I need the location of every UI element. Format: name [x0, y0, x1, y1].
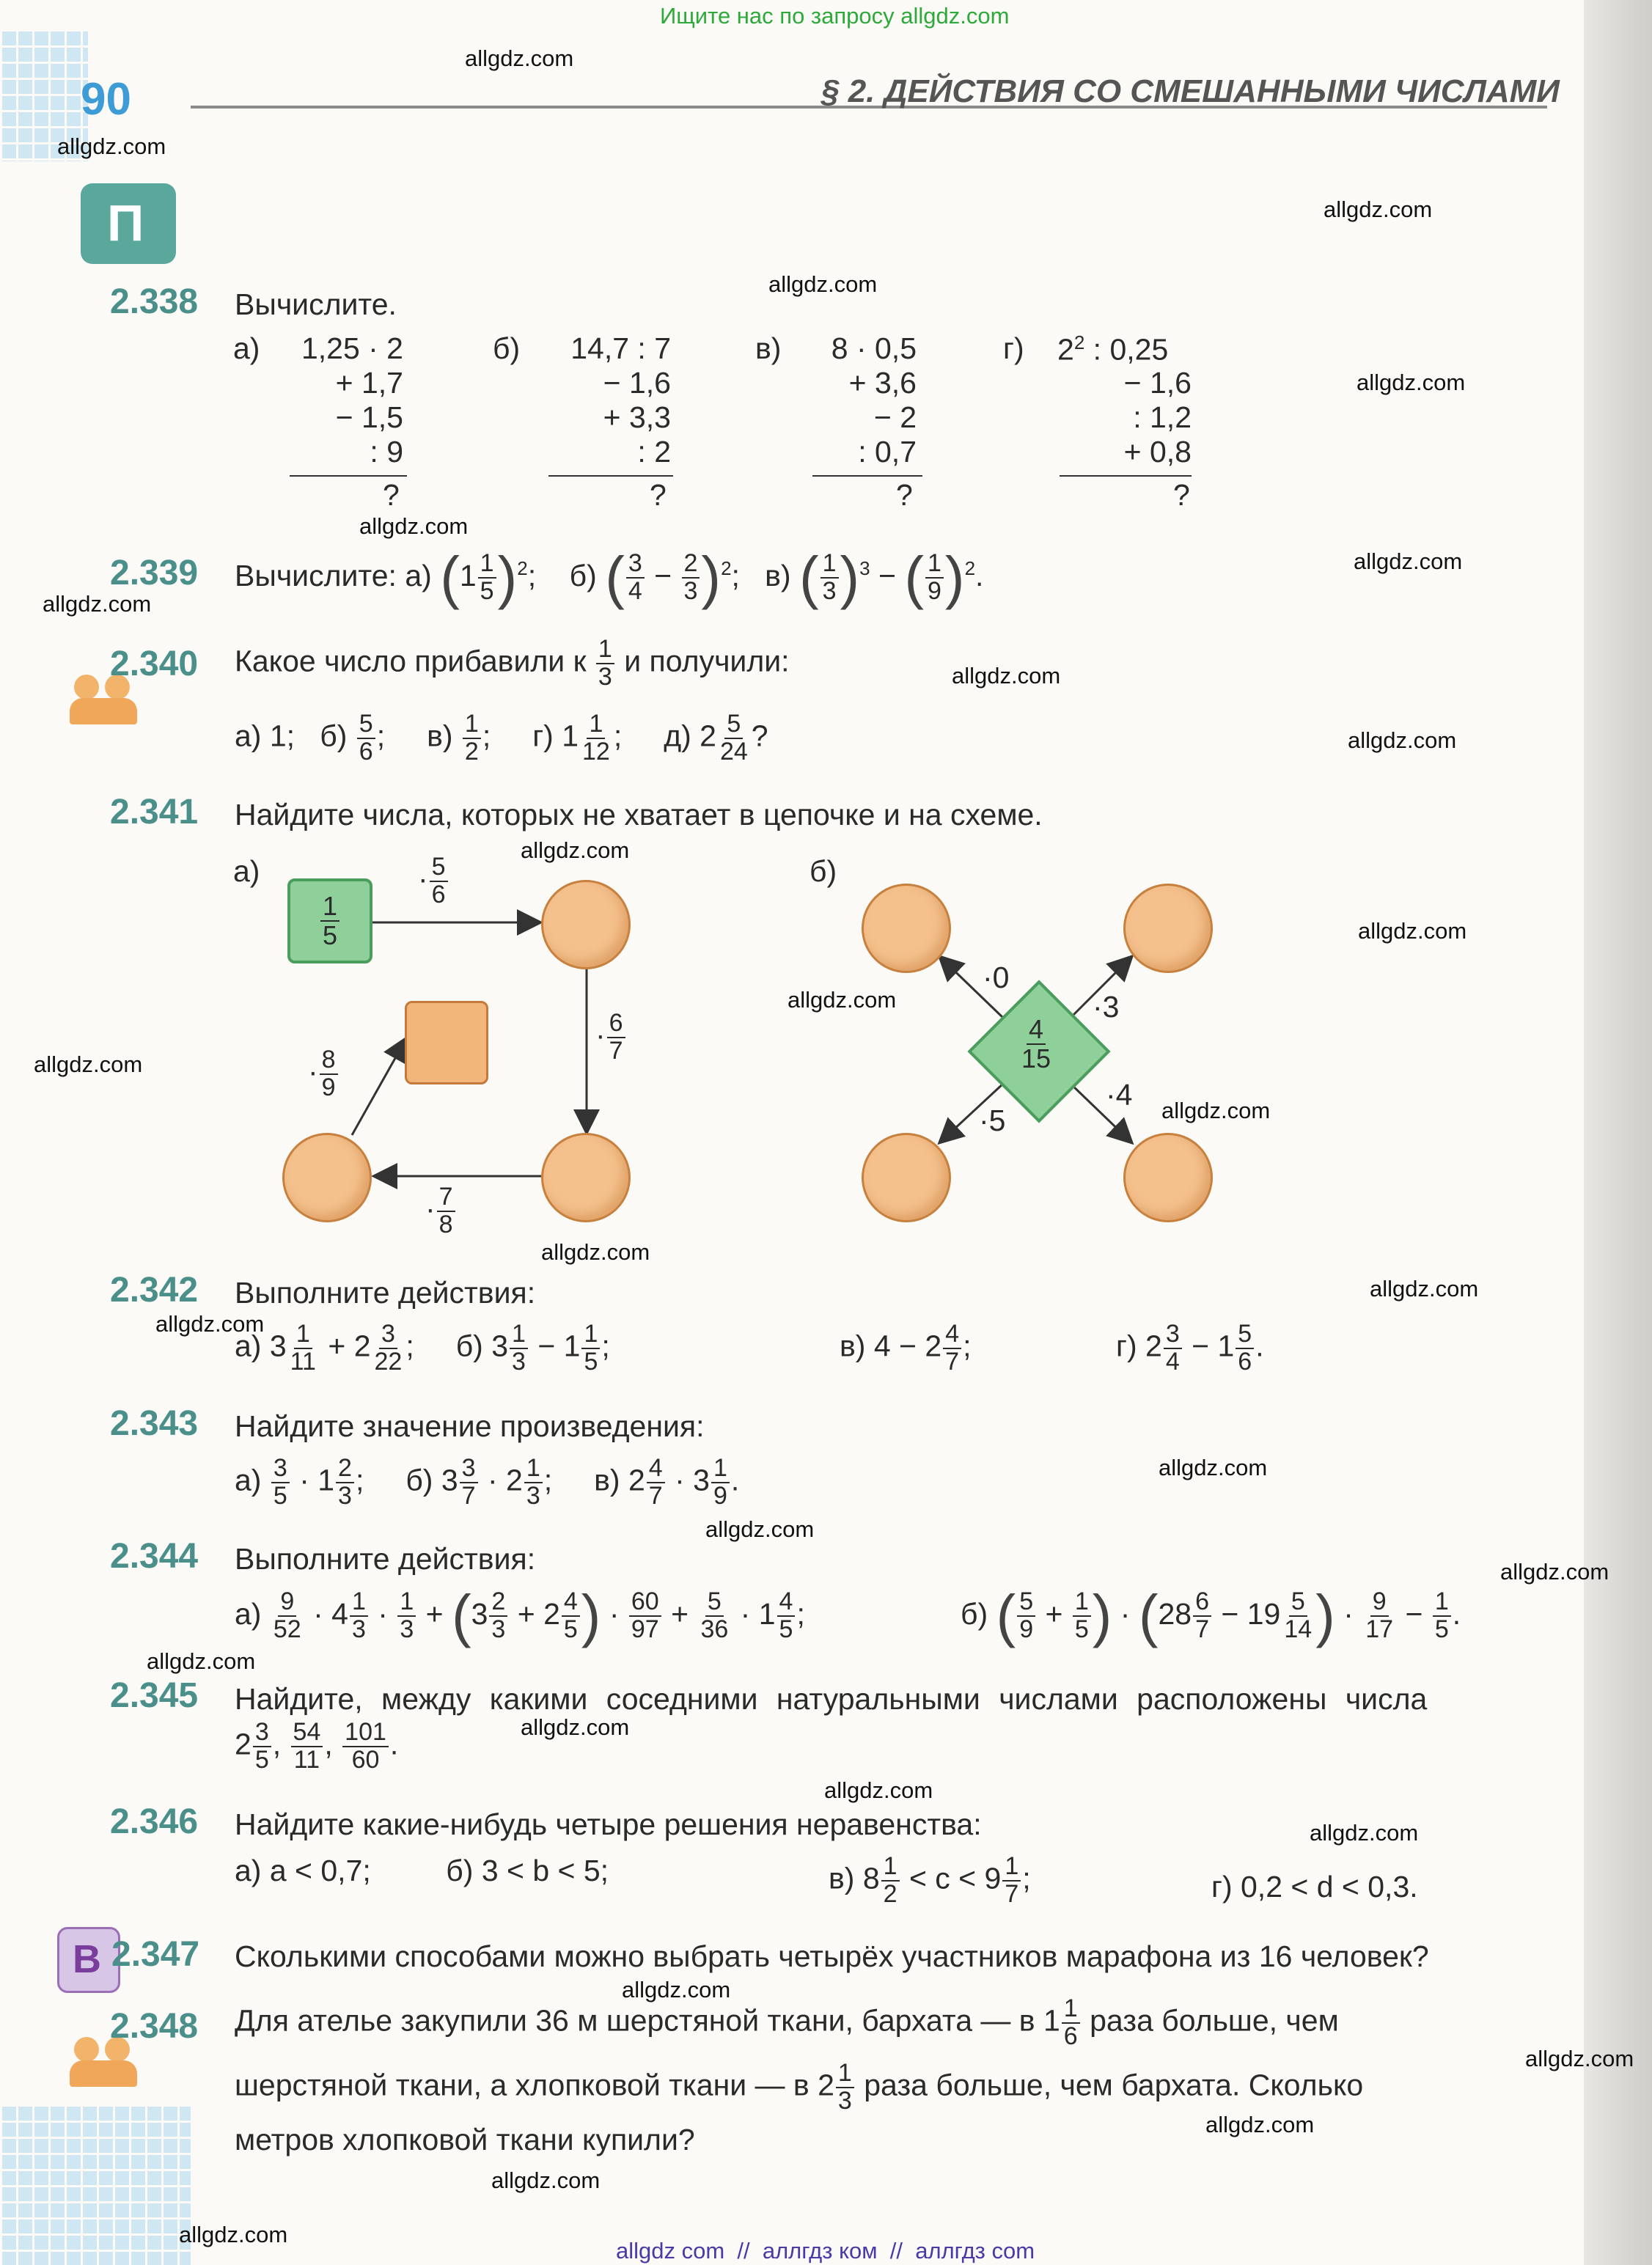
item-label: в) — [755, 331, 782, 365]
watermark: allgdz.com — [1370, 1276, 1479, 1302]
exercise-346-row: а) a < 0,7; б) 3 < b < 5; — [235, 1854, 609, 1887]
p-badge-letter: П — [107, 194, 144, 252]
watermark: allgdz.com — [43, 591, 152, 617]
exercise-number: 2.344 — [110, 1537, 199, 1576]
exercise-346-row-d: г) 0,2 < d < 0,3. — [1211, 1870, 1418, 1904]
chain-b-result: ? — [650, 478, 667, 512]
exercise-text: Найдите числа, которых не хватает в цепочке и на схеме. — [235, 798, 1043, 832]
watermark: allgdz.com — [147, 1648, 256, 1674]
watermark: allgdz.com — [788, 987, 897, 1013]
chain-g-result: ? — [1173, 478, 1190, 512]
watermark: allgdz.com — [57, 133, 166, 159]
exercise-number: 2.348 — [110, 2007, 199, 2046]
watermark: allgdz.com — [1354, 548, 1463, 574]
blank-circle — [1123, 1133, 1213, 1222]
exercise-number: 2.339 — [110, 554, 199, 592]
exercise-344-row-a: а) $\frac{9}{52}$ · 4 $\frac{1}{3}$ · $\frac{1}{3}$ + (3 $\frac{2}{3}$ + 2 $\frac{4}{5}$ ) · $\frac{60}{97}$ + $\frac{5}{36}$ · 1 $\frac{4}{5}$ ; — [235, 1583, 805, 1648]
blank-circle — [862, 884, 951, 973]
watermark: allgdz.com — [768, 271, 878, 297]
top-banner[interactable]: Ищите нас по запросу allgdz.com — [660, 3, 1010, 29]
exercise-344-row-b: б) ( $\frac{5}{9}$ + $\frac{1}{5}$ ) · (28 $\frac{6}{7}$ − 19 $\frac{5}{14}$ ) · $\frac{9}{17}$ − $\frac{1}{5}$ . — [961, 1583, 1461, 1648]
exercise-text: Найдите значение произведения: — [235, 1409, 705, 1443]
item-label: а) — [233, 854, 260, 888]
op-label: · $\frac{5}{6}$ — [418, 854, 449, 908]
watermark: allgdz.com — [541, 1239, 650, 1265]
exercise-text: Выполните действия: — [235, 1276, 536, 1310]
footer-links[interactable]: allgdz com // аллгдз ком // аллгдз com — [616, 2238, 1035, 2264]
watermark: allgdz.com — [521, 837, 630, 863]
exercise-342-row-b: в) 4 − 2 $\frac{4}{7}$ ; — [840, 1320, 972, 1376]
exercise-348-line1: Для ателье закупили 36 м шерстяной ткани, бархата — в 1 $\frac{1}{6}$ раза больше, чем — [235, 1994, 1339, 2050]
exercise-339-row: Вычислите: а) (1 $\frac{1}{5}$ )$^2$; б) ( $\frac{3}{4}$ − $\frac{2}{3}$ )$^2$; в) ( $\frac{1}{3}$ )$^3$ − ( $\frac{1}{9}$ )$^2$. — [235, 545, 984, 610]
exercise-number: 2.343 — [110, 1404, 199, 1443]
start-box: $\frac{1}{5}$ — [287, 878, 372, 963]
chain-v: 8 · 0,5 + 3,6 − 2 : 0,7 — [831, 331, 917, 469]
exercise-text: Сколькими способами можно выбрать четырёх участников марафона из 16 человек? — [235, 1939, 1429, 1973]
exercise-number: 2.338 — [110, 282, 199, 321]
exercise-343-row: а) $\frac{3}{5}$ · 1 $\frac{2}{3}$ ; б) 3 $\frac{3}{7}$ · 2 $\frac{1}{3}$ ; в) 2 $\frac{4}{7}$ · 3 $\frac{1}{9}$ . — [235, 1454, 740, 1510]
blank-circle — [1123, 884, 1213, 973]
blank-circle — [862, 1133, 951, 1222]
chain-g-first: $2^2$ : 0,25 — [1057, 331, 1169, 367]
exercise-number: 2.346 — [110, 1802, 199, 1841]
item-label: б) — [810, 854, 837, 888]
watermark: allgdz.com — [1159, 1455, 1268, 1480]
exercise-348-line3: метров хлопковой ткани купили? — [235, 2123, 695, 2156]
page-number: 90 — [81, 74, 131, 125]
watermark: allgdz.com — [952, 663, 1061, 689]
op-label: ·3 — [1093, 990, 1120, 1024]
exercise-340-row2: а) 1; б) $\frac{5}{6}$ ; в) $\frac{1}{2}$ ; г) 1 $\frac{1}{12}$ ; д) 2 $\frac{5}{24}$ ? — [235, 710, 768, 766]
watermark: allgdz.com — [155, 1311, 265, 1337]
exercise-number: 2.341 — [110, 793, 199, 832]
exercise-342-row: а) 3 $\frac{1}{11}$ + 2 $\frac{3}{22}$ ; б) 3 $\frac{1}{3}$ − 1 $\frac{1}{5}$ ; — [235, 1320, 610, 1376]
op-label: · $\frac{6}{7}$ — [595, 1010, 627, 1064]
watermark: allgdz.com — [1310, 1820, 1419, 1846]
op-label: ·5 — [979, 1104, 1006, 1137]
watermark: allgdz.com — [705, 1516, 815, 1542]
section-title: § 2. ДЕЙСТВИЯ СО СМЕШАННЫМИ ЧИСЛАМИ — [821, 73, 1560, 109]
watermark: allgdz.com — [179, 2222, 288, 2247]
op-label: ·4 — [1106, 1078, 1133, 1112]
exercise-number: 2.345 — [110, 1676, 199, 1715]
chain-v-result: ? — [896, 478, 913, 512]
exercise-text: Найдите какие-нибудь четыре решения неравенства: — [235, 1807, 982, 1841]
watermark: allgdz.com — [359, 513, 469, 539]
watermark: allgdz.com — [34, 1051, 143, 1077]
watermark: allgdz.com — [1205, 2112, 1315, 2137]
chain-b: 14,7 : 7 − 1,6 + 3,3 : 2 — [570, 331, 671, 469]
blank-circle — [282, 1133, 372, 1222]
watermark: allgdz.com — [521, 1714, 630, 1740]
exercise-340-row1: Какое число прибавили к $\frac{1}{3}$ и получили: — [235, 635, 790, 691]
watermark: allgdz.com — [1324, 197, 1433, 222]
watermark: allgdz.com — [824, 1777, 933, 1803]
blank-circle — [541, 1133, 631, 1222]
exercise-text: Вычислите. — [235, 287, 397, 321]
watermark: allgdz.com — [1525, 2046, 1634, 2071]
watermark: allgdz.com — [622, 1977, 731, 2002]
exercise-345-row: 2 $\frac{3}{5}$ , $\frac{54}{11}$ , $\frac{101}{60}$ . — [235, 1718, 399, 1774]
item-label: а) — [233, 331, 260, 365]
watermark: allgdz.com — [1500, 1559, 1609, 1585]
v-badge-letter: B — [73, 1937, 101, 1981]
center-fraction: $\frac{4}{15}$ — [1021, 1014, 1051, 1073]
chain-g: − 1,6 : 1,2 + 0,8 — [1123, 366, 1192, 469]
chain-a-result: ? — [383, 478, 400, 512]
watermark: allgdz.com — [491, 2167, 601, 2193]
watermark: allgdz.com — [1348, 727, 1457, 753]
exercise-342-row-c: г) 2 $\frac{3}{4}$ − 1 $\frac{5}{6}$ . — [1116, 1320, 1264, 1376]
watermark: allgdz.com — [1161, 1098, 1271, 1123]
corner-pattern-bottom — [0, 2104, 191, 2265]
exercise-348-line2: шерстяной ткани, а хлопковой ткани — в 2 $\frac{1}{3}$ раза больше, чем бархата. Сколько — [235, 2059, 1364, 2115]
item-label: г) — [1003, 331, 1024, 365]
op-label: · $\frac{7}{8}$ — [425, 1184, 457, 1238]
exercise-text: Найдите, между какими соседними натуральными числами расположены числа — [235, 1682, 1428, 1716]
item-label: б) — [493, 331, 521, 365]
exercise-number: 2.347 — [111, 1935, 200, 1974]
chain-a: 1,25 · 2 + 1,7 − 1,5 : 9 — [301, 331, 403, 469]
blank-circle — [541, 880, 631, 969]
op-label: ·0 — [983, 961, 1010, 994]
exercise-number: 2.342 — [110, 1271, 199, 1310]
exercise-346-row-c: в) 8 $\frac{1}{2}$ < c < 9 $\frac{1}{7}$ ; — [829, 1852, 1031, 1908]
exercise-text: Выполните действия: — [235, 1542, 536, 1576]
op-label: · $\frac{8}{9}$ — [308, 1047, 339, 1101]
watermark: allgdz.com — [1357, 370, 1466, 395]
exercise-number: 2.340 — [110, 645, 199, 683]
watermark: allgdz.com — [1358, 918, 1467, 944]
blank-square — [405, 1001, 488, 1084]
watermark: allgdz.com — [465, 45, 574, 71]
